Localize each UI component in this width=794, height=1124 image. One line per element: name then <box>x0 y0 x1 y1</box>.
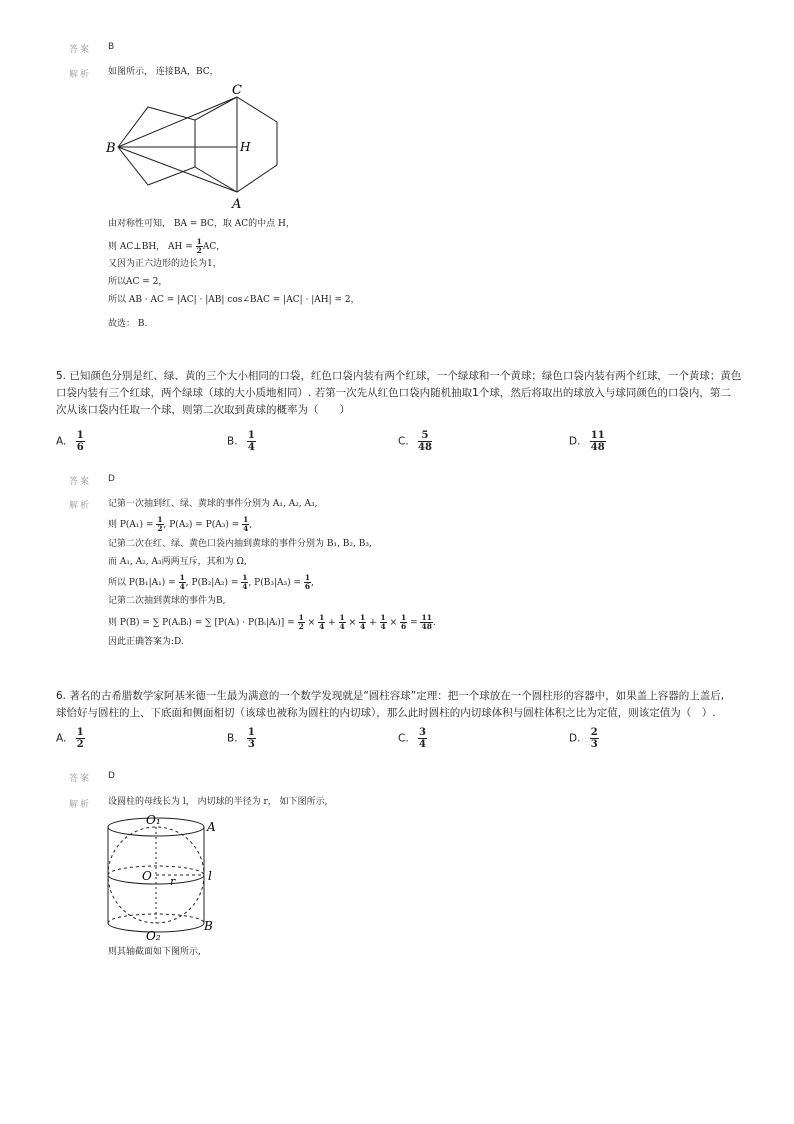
pentagon-shape <box>118 107 195 185</box>
q5-option-c[interactable]: C. $\frac{5}{48}$ <box>398 430 432 453</box>
q5-answer: D <box>108 474 115 484</box>
point-a-label-cyl: A <box>207 820 216 834</box>
q5-line-3: 记第二次在红、绿、黄色口袋内抽到黄球的事件分别为 B₁, B₂, B₃, <box>108 539 372 549</box>
point-h-label: H <box>240 140 251 154</box>
point-o1-label: O₁ <box>146 813 161 827</box>
q6-option-b[interactable]: B. $\frac{1}{3}$ <box>227 727 255 750</box>
point-a-label: A <box>232 197 242 210</box>
q5-line-5: 所以 P(B₁|A₁) = $\frac{1}{4}$ , P(B₂|A₂) = $\frac{1}{4}$ , P(B₃|A₃) = $\frac{1}{6}$ , <box>108 573 314 591</box>
point-b-label-cyl: B <box>204 919 213 933</box>
q5-analysis-label: 解析 <box>69 501 92 511</box>
q5-answer-label: 答案 <box>69 477 92 487</box>
point-o-label: O <box>142 869 152 883</box>
q6-answer-label: 答案 <box>69 774 92 784</box>
cylinder-figure <box>100 810 230 945</box>
q6-analysis-label: 解析 <box>69 800 92 810</box>
q5-line-7: 则 P(B) = ∑ P(AᵢBᵢ) = ∑ [P(Aᵢ) · P(Bᵢ|Aᵢ)] = $\frac{1}{2}$ × $\frac{1}{4}$ + $\frac{1}{4}$ × $\frac{1}{4}$ + $\frac{1}{4}$ × $\frac{1}{6}$ = $\frac{11}{48}$ . <box>108 613 436 631</box>
q4-answer-label: 答案 <box>69 45 92 55</box>
q5-stem: 5. 已知颜色分别是红、绿、黄的三个大小相同的口袋，红色口袋内装有两个红球，一个绿球和一个黄球；绿色口袋内装有两个红球，一个黄球；黄色 口袋内装有三个红球，两个绿球（球的大小质地相同）. 若第一次先从红色口袋内随机抽取1个球，然后将取出的球放入与球同颜色的口袋内，第二 次从该口袋内任取一个球，则第二次取到黄球的概率为（ ） <box>56 370 742 416</box>
q5-line-1: 记第一次抽到红、绿、黄球的事件分别为 A₁, A₂, A₃, <box>108 499 318 509</box>
point-b-label: B <box>106 141 116 156</box>
q5-option-a[interactable]: A. $\frac{1}{6}$ <box>56 430 84 453</box>
segment-bc <box>118 97 237 147</box>
q4-line-2: 由对称性可知， BA = BC，取 AC的中点 H， <box>108 219 295 229</box>
radius-r-label: r <box>170 875 176 888</box>
q6-option-d[interactable]: D. $\frac{2}{3}$ <box>569 727 598 750</box>
q6-stem: 6. 著名的古希腊数学家阿基米德一生最为满意的一个数学发现就是“圆柱容球”定理：把一个球放在一个圆柱形的容器中，如果盖上容器的上盖后, 球恰好与圆柱的上、下底面和侧面相切（该球也被称为圆柱的内切球），那么此时圆柱的内切球体积与圆柱体积之比为定值，则该定值为（ ）. <box>56 690 725 719</box>
q4-answer: B <box>108 42 115 52</box>
q5-option-b[interactable]: B. $\frac{1}{4}$ <box>227 430 255 453</box>
point-c-label: C <box>232 83 242 98</box>
q6-option-a[interactable]: A. $\frac{1}{2}$ <box>56 727 84 750</box>
q5-line-6: 记第二次抽到黄球的事件为B, <box>108 596 226 606</box>
q6-answer: D <box>108 771 115 781</box>
fraction-half: $\frac{1}{2}$ <box>196 237 202 255</box>
hexagon-figure <box>100 80 290 210</box>
q4-line-4: 又因为正六边形的边长为1， <box>108 259 222 269</box>
q5-line-2: 则 P(A₁) = $\frac{1}{2}$ , P(A₂) = P(A₃) = $\frac{1}{4}$ , <box>108 515 253 533</box>
q5-line-8: 因此正确答案为:D. <box>108 637 184 647</box>
hexagon-shape <box>195 97 277 192</box>
q6-line-1: 设圆柱的母线长为 l， 内切球的半径为 r， 如下图所示, <box>108 797 328 807</box>
q5-line-4: 而 A₁, A₂, A₃两两互斥，其和为 Ω, <box>108 557 247 567</box>
q4-analysis-label: 解析 <box>69 70 92 80</box>
q6-option-c[interactable]: C. $\frac{3}{4}$ <box>398 727 426 750</box>
q4-line-7: 故选： B. <box>108 319 148 329</box>
point-o2-label: O₂ <box>146 929 161 943</box>
q4-line-1: 如图所示， 连接BA，BC， <box>108 67 219 77</box>
length-l-label: l <box>208 869 212 883</box>
q5-option-d[interactable]: D. $\frac{11}{48}$ <box>569 430 605 453</box>
q6-line-2: 则其轴截面如下图所示, <box>108 947 201 957</box>
q4-line-3: 则 AC⊥BH， AH = $\frac{1}{2}$ AC， <box>108 237 226 255</box>
q4-line-6: 所以 AB · AC = |AC| · |AB| cos∠BAC = |AC| · |AH| = 2， <box>108 295 360 305</box>
q4-line-5: 所以AC = 2， <box>108 277 168 287</box>
